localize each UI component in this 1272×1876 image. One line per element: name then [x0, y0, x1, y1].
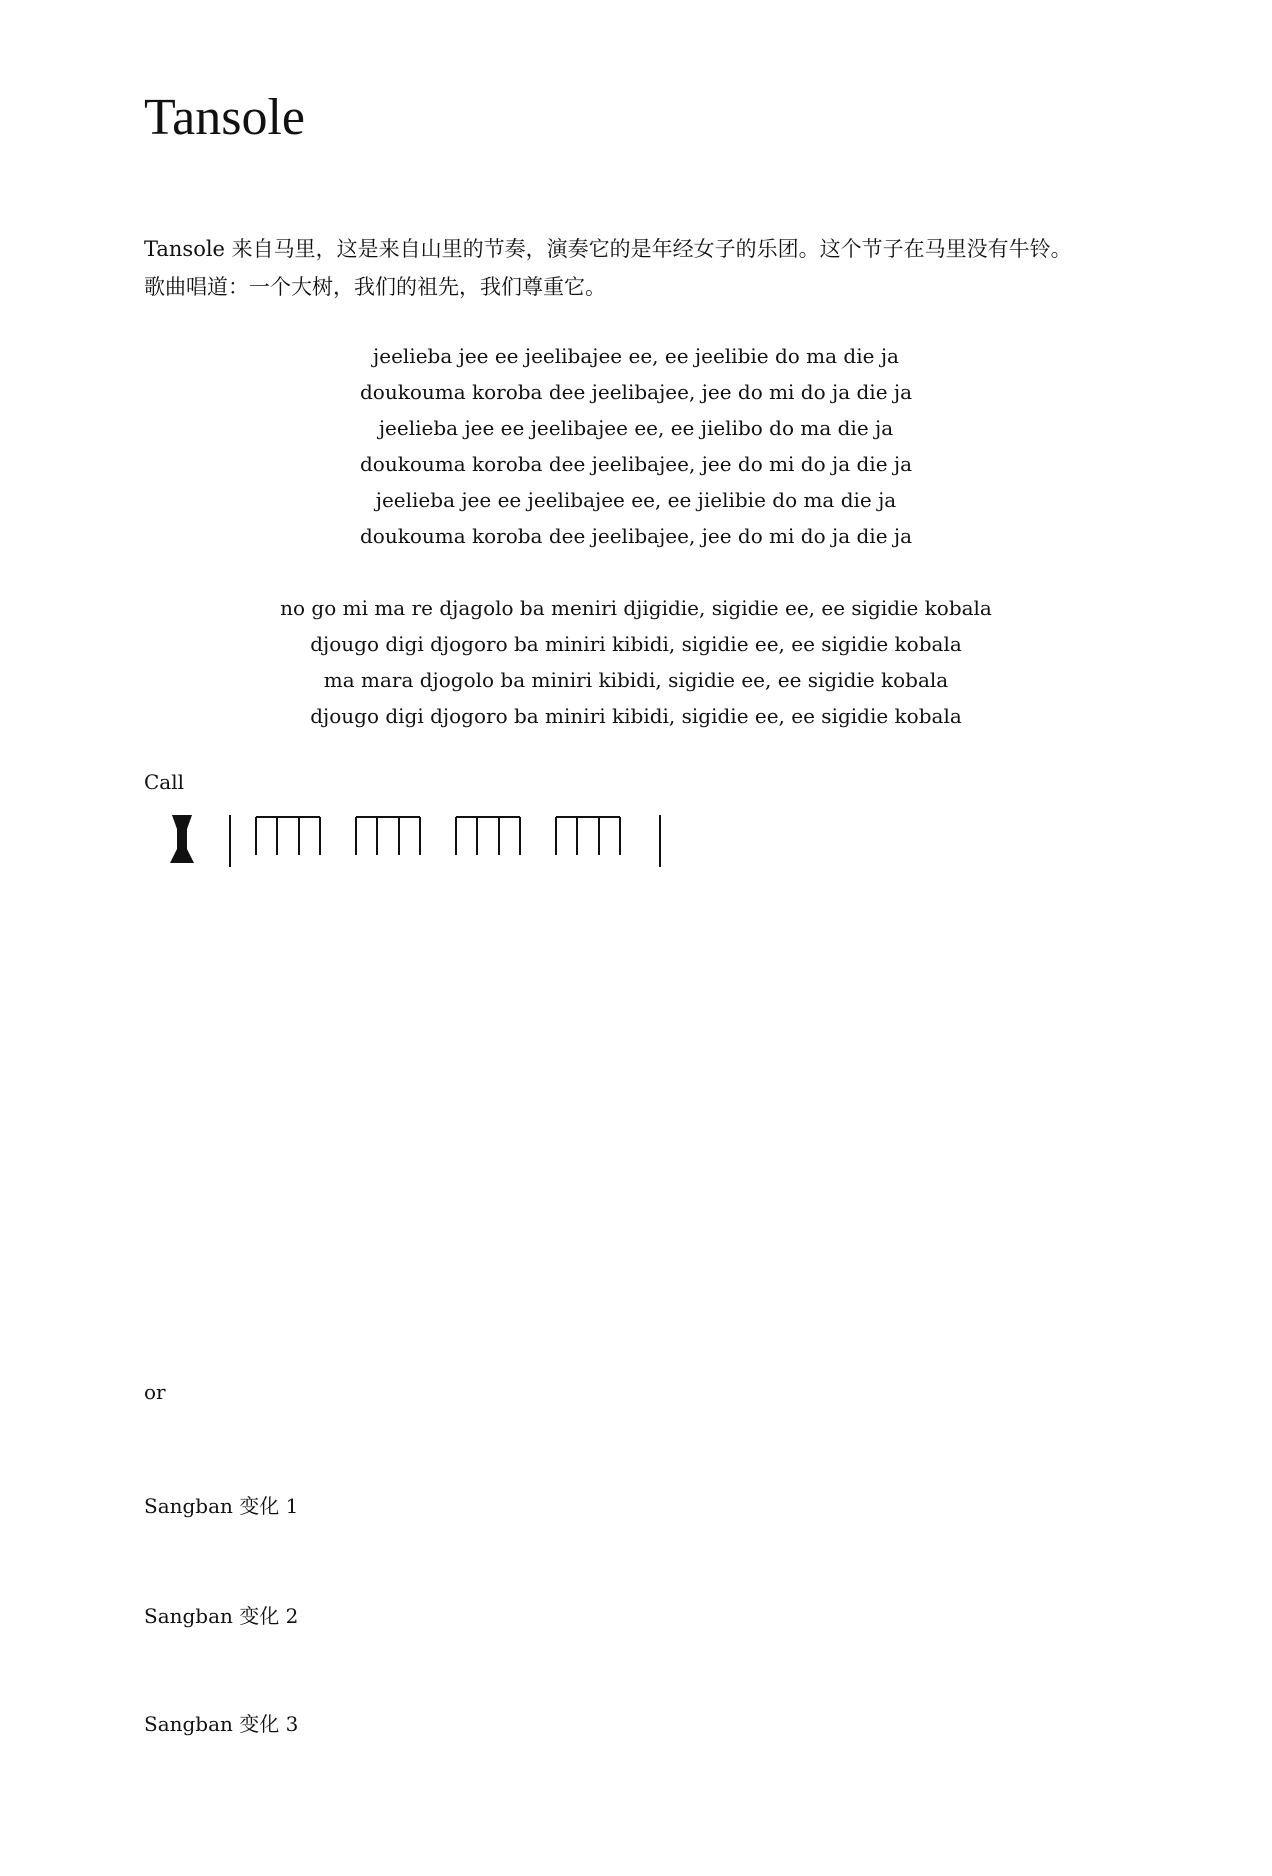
lyric-line: jeelieba jee ee jeelibajee ee, ee jeelibie do ma die ja [373, 344, 899, 368]
lyric-line: djougo digi djogoro ba miniri kibidi, sigidie ee, ee sigidie kobala [310, 704, 962, 728]
intro-line: Tansole 来自马里，这是来自山里的节奏，演奏它的是年经女子的乐团。这个节子在马里没有牛铃。 [144, 237, 1072, 261]
section-label-sangban-2: Sangban 变化 2 [144, 1604, 299, 1628]
beat-groups [256, 817, 620, 855]
section-label-sangban-3: Sangban 变化 3 [144, 1712, 299, 1736]
lyrics-verse-2 [0, 590, 1272, 734]
section-label-sangban-1: Sangban 变化 1 [144, 1494, 299, 1518]
section-label-or: or [144, 1380, 166, 1404]
section-label-call: Call [144, 770, 185, 794]
call-staff [160, 805, 680, 875]
lyrics-verse-1 [0, 338, 1272, 554]
lyric-line: jeelieba jee ee jeelibajee ee, ee jielibie do ma die ja [375, 488, 897, 512]
lyric-line: djougo digi djogoro ba miniri kibidi, sigidie ee, ee sigidie kobala [310, 632, 962, 656]
lyric-line: ma mara djogolo ba miniri kibidi, sigidie ee, ee sigidie kobala [323, 668, 949, 692]
lyric-line: doukouma koroba dee jeelibajee, jee do mi do ja die ja [359, 524, 913, 548]
intro-line: 歌曲唱道：一个大树，我们的祖先，我们尊重它。 [144, 275, 606, 299]
lyric-line: doukouma koroba dee jeelibajee, jee do mi do ja die ja [359, 452, 913, 476]
intro-text [144, 230, 1204, 306]
djembe-icon [170, 815, 194, 863]
lyric-line: jeelieba jee ee jeelibajee ee, ee jielibo do ma die ja [378, 416, 894, 440]
page-title: Tansole [144, 89, 305, 146]
lyric-line: doukouma koroba dee jeelibajee, jee do mi do ja die ja [359, 380, 913, 404]
lyric-line: no go mi ma re djagolo ba meniri djigidie, sigidie ee, ee sigidie kobala [280, 596, 992, 620]
